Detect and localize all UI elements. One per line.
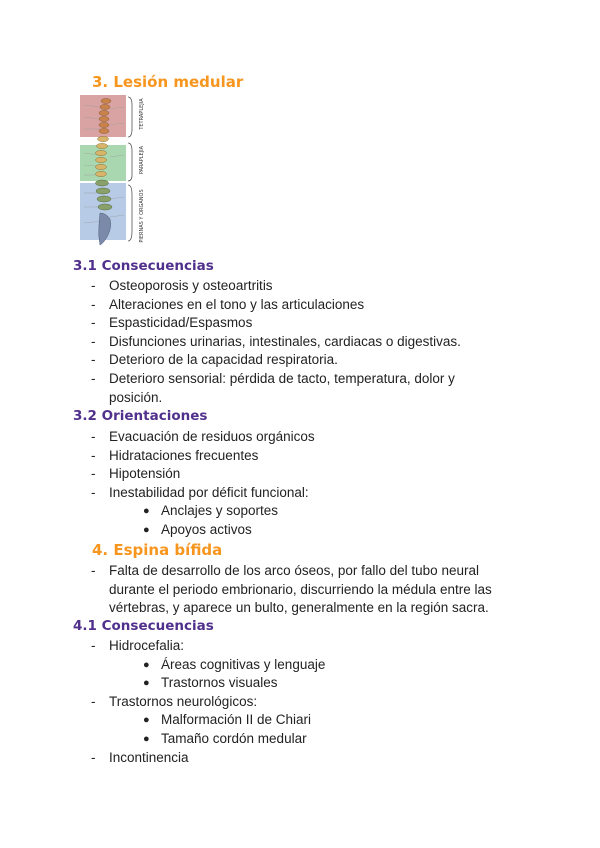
dot-bullet: ● (143, 732, 150, 745)
paraplejia-label: PARAPLEJIA (139, 145, 145, 175)
list-item: - Espasticidad/Espasmos (91, 314, 491, 333)
dash-bullet: - (91, 447, 96, 463)
consecuencias-espina-list (91, 637, 511, 767)
dash-bullet: - (91, 278, 96, 293)
dash-bullet: - (91, 315, 96, 331)
section-3-title: 3. Lesión medular (92, 73, 244, 91)
dash-bullet: - (91, 638, 96, 653)
dot-bullet: ● (143, 523, 150, 536)
dash-bullet: - (91, 296, 96, 312)
list-item: - Falta de desarrollo de los arco óseos, por fallo del tubo neural durante el periodo embrionario, discurriendo la médula entre las vértebras, y aparece un bulto, generalmente en la región sacra. (91, 563, 492, 616)
dash-bullet: - (91, 693, 96, 709)
spine-illustration (80, 95, 160, 250)
inestabilidad-sublist (109, 502, 511, 539)
tetraplejia-label: TETRAPLEJIA (139, 98, 145, 130)
hidrocefalia-sublist (109, 656, 511, 693)
list-item: - Incontinencia (91, 749, 511, 768)
dot-bullet: ● (143, 714, 150, 727)
orientaciones-list (91, 428, 511, 540)
list-item: - Deterioro sensorial: pérdida de tacto, temperatura, dolor y posición. (91, 370, 455, 405)
sub-list-item: ● Apoyos activos (143, 521, 511, 540)
sub-list-item: ● Tamaño cordón medular (143, 730, 511, 749)
piernas-label-wrap (136, 187, 146, 245)
list-item: - Alteraciones en el tono y las articulaciones (91, 296, 491, 315)
dot-bullet: ● (143, 658, 150, 671)
section-3-1-title: 3.1 Consecuencias (73, 258, 214, 274)
list-item: - Hidrocefalia: ● Áreas cognitivas y lenguaje ● Trastornos visuales (91, 637, 511, 693)
sub-list-item: ● Trastornos visuales (143, 674, 511, 693)
sub-list-item: ● Anclajes y soportes (143, 502, 511, 521)
spine-injury-figure (80, 95, 160, 250)
dash-bullet: - (91, 484, 96, 500)
section-4-title: 4. Espina bífida (92, 541, 223, 559)
list-item: - Deterioro de la capacidad respiratoria. (91, 351, 491, 370)
dash-bullet: - (91, 333, 96, 349)
dot-bullet: ● (143, 677, 150, 690)
section-3-2-title: 3.2 Orientaciones (73, 408, 208, 424)
dash-bullet: - (91, 563, 96, 578)
list-item: - Evacuación de residuos orgánicos (91, 428, 511, 447)
dash-bullet: - (91, 749, 96, 765)
list-item: - Hidrataciones frecuentes (91, 447, 511, 466)
list-item: - Disfunciones urinarias, intestinales, cardiacas o digestivas. (91, 333, 491, 352)
dash-bullet: - (91, 352, 96, 368)
tetraplejia-label-wrap (136, 95, 146, 137)
list-item: - Hipotensión (91, 465, 511, 484)
list-item: - Osteoporosis y osteoartritis (91, 277, 491, 296)
espina-bifida-list (91, 562, 519, 618)
paraplejia-label-wrap (136, 143, 146, 181)
sub-list-item: ● Malformación II de Chiari (143, 711, 511, 730)
list-item: - Trastornos neurológicos: ● Malformación II de Chiari ● Tamaño cordón medular (91, 693, 511, 749)
list-item: - Inestabilidad por déficit funcional: ● Anclajes y soportes ● Apoyos activos (91, 484, 511, 540)
piernas-organos-label: PIERNAS Y ORGANOS (139, 189, 145, 243)
consecuencias-lesion-list (91, 277, 491, 407)
trastornos-sublist (109, 711, 511, 748)
dot-bullet: ● (143, 505, 150, 518)
dash-bullet: - (91, 429, 96, 444)
section-4-1-title: 4.1 Consecuencias (73, 618, 214, 634)
sub-list-item: ● Áreas cognitivas y lenguaje (143, 656, 511, 675)
dash-bullet: - (91, 466, 96, 482)
dash-bullet: - (91, 370, 96, 386)
